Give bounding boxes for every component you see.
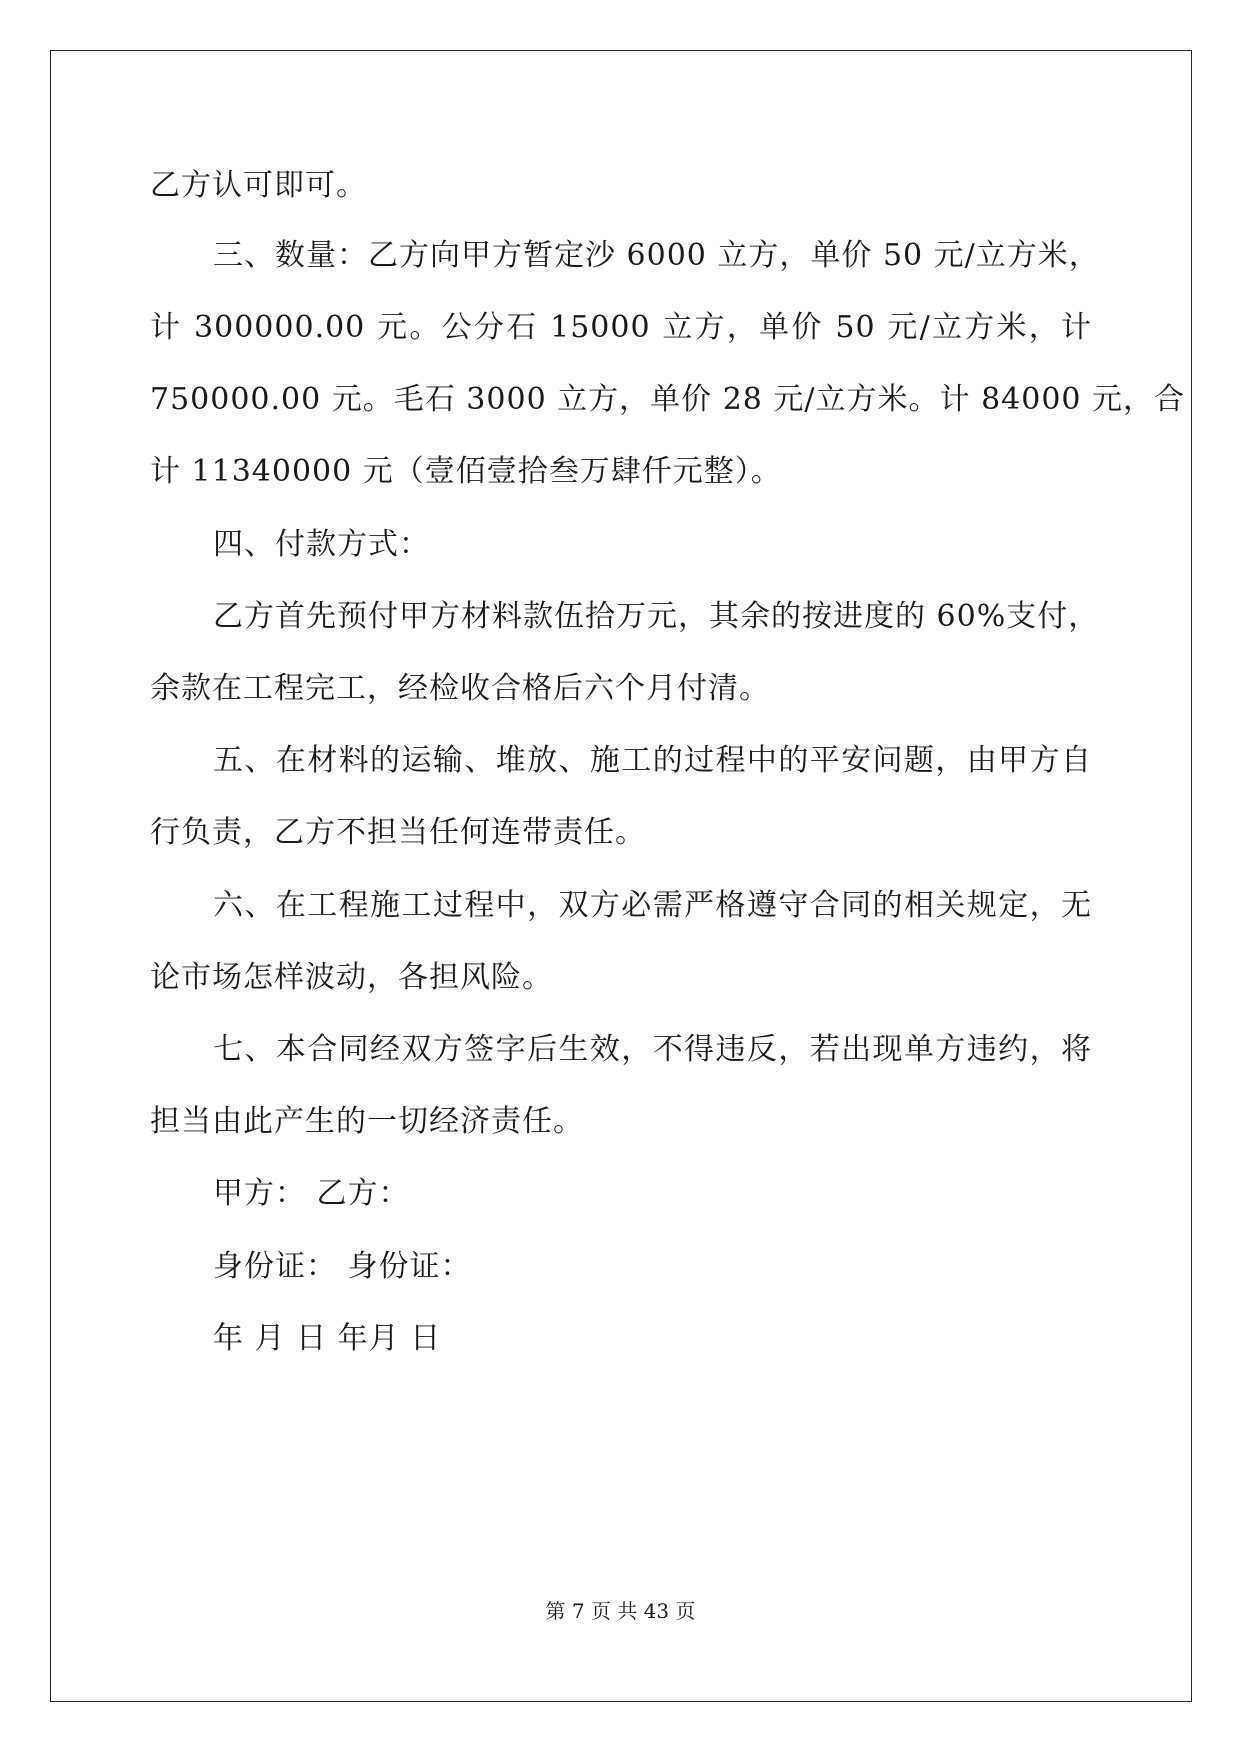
line-14: 担当由此产生的一切经济责任。 <box>150 1104 584 1139</box>
line-10: 行负责，乙方不担当任何连带责任。 <box>150 815 646 850</box>
line-3: 计 300000.00 元。公分石 15000 立方，单价 50 元/立方米，计 <box>150 310 1092 345</box>
signature-id-line: 身份证： 身份证： <box>213 1249 472 1284</box>
line-4: 750000.00 元。毛石 3000 立方，单价 28 元/立方米。计 84000 元，合 <box>150 382 1186 417</box>
line-12: 论市场怎样波动，各担风险。 <box>150 960 553 995</box>
line-6: 四、付款方式： <box>213 527 430 562</box>
signature-date-line: 年 月 日 年月 日 <box>213 1321 442 1356</box>
line-13: 七、本合同经双方签字后生效，不得违反，若出现单方违约，将 <box>213 1032 1092 1067</box>
line-11: 六、在工程施工过程中，双方必需严格遵守合同的相关规定，无 <box>213 888 1092 923</box>
line-1: 乙方认可即可。 <box>150 168 367 203</box>
line-2: 三、数量：乙方向甲方暂定沙 6000 立方，单价 50 元/立方米， <box>213 238 1100 273</box>
line-7: 乙方首先预付甲方材料款伍拾万元，其余的按进度的 60%支付， <box>213 599 1100 634</box>
line-8: 余款在工程完工，经检收合格后六个月付清。 <box>150 671 770 706</box>
page-number-footer: 第 7 页 共 43 页 <box>545 1599 696 1623</box>
line-5: 计 11340000 元（壹佰壹拾叁万肆仟元整）。 <box>150 454 782 489</box>
signature-party-line: 甲方： 乙方： <box>213 1176 410 1211</box>
line-9: 五、在材料的运输、堆放、施工的过程中的平安问题，由甲方自 <box>213 743 1092 778</box>
